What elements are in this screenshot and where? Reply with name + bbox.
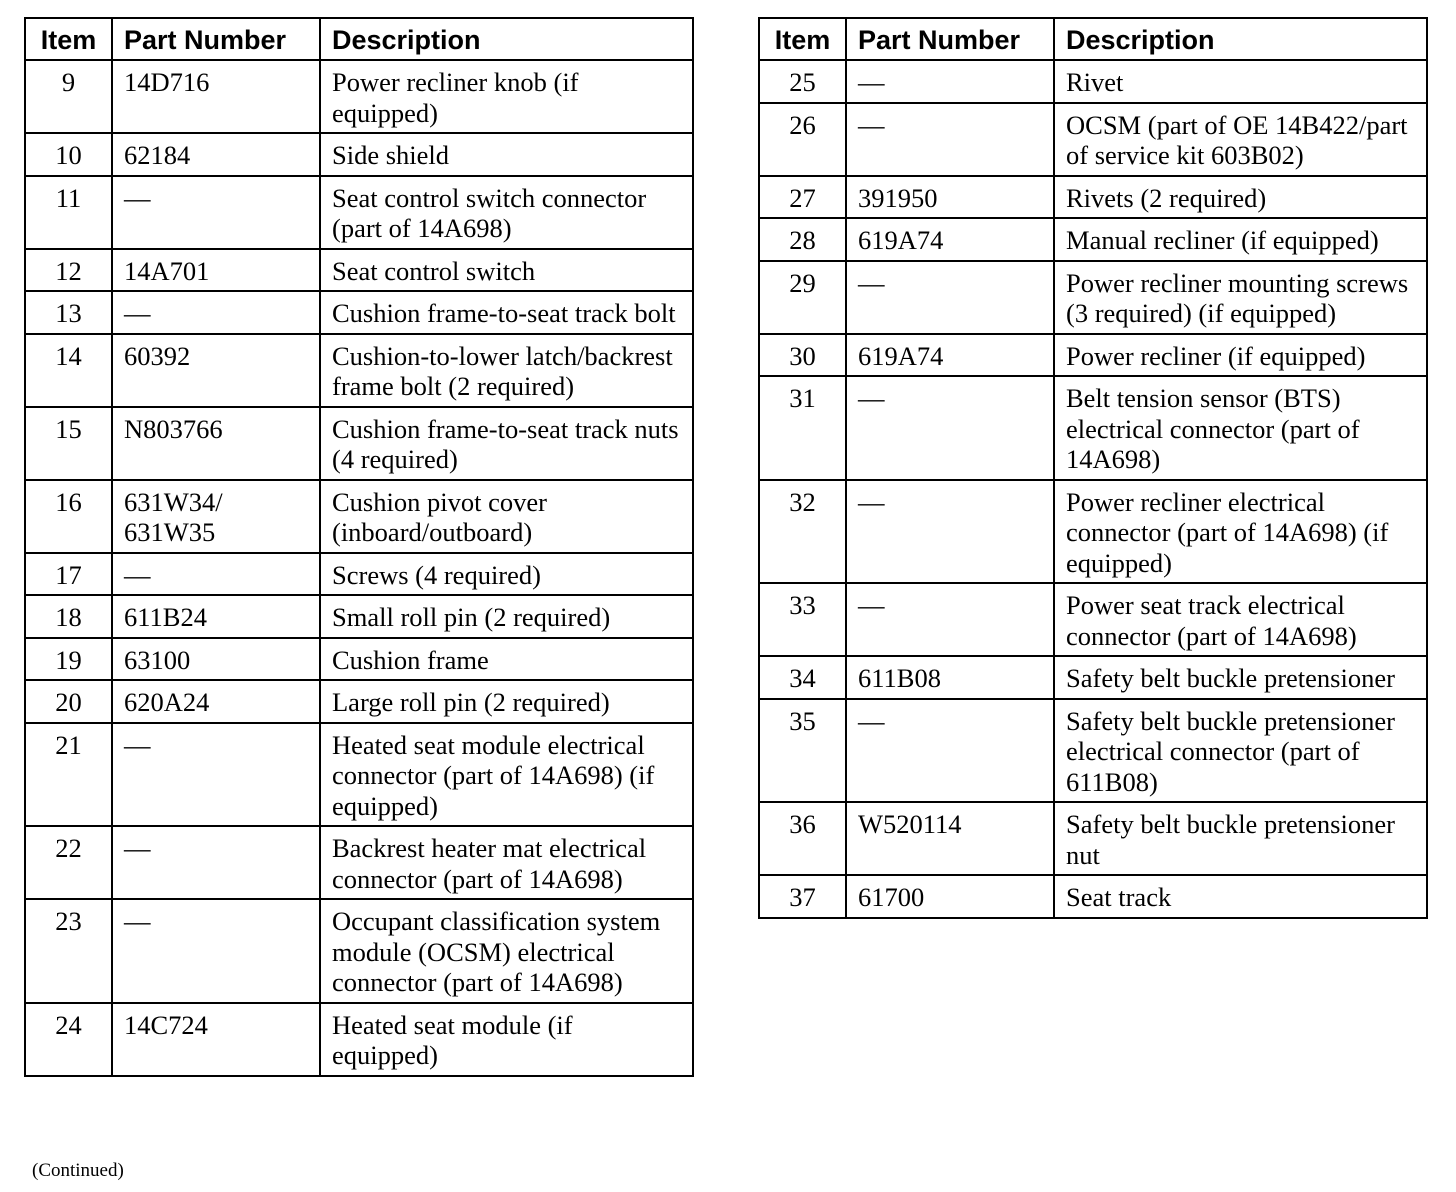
item-cell: 9	[25, 60, 112, 133]
table-row	[25, 334, 693, 407]
part-number-cell: 14A701	[112, 249, 320, 292]
table-row	[759, 875, 1427, 918]
part-number-cell: —	[112, 826, 320, 899]
description-cell: Screws (4 required)	[320, 553, 693, 596]
part-number-cell: 620A24	[112, 680, 320, 723]
description-cell: Manual recliner (if equipped)	[1054, 218, 1427, 261]
part-number-cell: —	[846, 261, 1054, 334]
part-number-cell: 62184	[112, 133, 320, 176]
header-row	[25, 18, 693, 60]
parts-table-right	[758, 17, 1428, 919]
description-cell: Seat track	[1054, 875, 1427, 918]
description-cell: Large roll pin (2 required)	[320, 680, 693, 723]
item-cell: 14	[25, 334, 112, 407]
table-row	[759, 583, 1427, 656]
item-cell: 20	[25, 680, 112, 723]
part-number-cell: 14C724	[112, 1003, 320, 1076]
item-cell: 34	[759, 656, 846, 699]
part-number-cell: —	[846, 480, 1054, 584]
table-row	[759, 103, 1427, 176]
item-cell: 12	[25, 249, 112, 292]
item-cell: 35	[759, 699, 846, 803]
table-row	[759, 218, 1427, 261]
part-number-column-header: Part Number	[846, 18, 1054, 60]
table-row	[25, 1003, 693, 1076]
part-number-cell: —	[846, 699, 1054, 803]
table-row	[25, 176, 693, 249]
description-column-header: Description	[320, 18, 693, 60]
table-row	[759, 802, 1427, 875]
part-number-cell: —	[846, 583, 1054, 656]
table-row	[759, 480, 1427, 584]
table-row	[25, 638, 693, 681]
table-row	[25, 249, 693, 292]
item-cell: 19	[25, 638, 112, 681]
description-cell: Safety belt buckle pretensioner nut	[1054, 802, 1427, 875]
part-number-cell: 14D716	[112, 60, 320, 133]
part-number-cell: —	[846, 376, 1054, 480]
item-column-header: Item	[25, 18, 112, 60]
table-row	[25, 407, 693, 480]
description-cell: Cushion pivot cover (inboard/outboard)	[320, 480, 693, 553]
description-cell: Safety belt buckle pretensioner electrical connector (part of 611B08)	[1054, 699, 1427, 803]
part-number-cell: 391950	[846, 176, 1054, 219]
description-cell: Cushion frame	[320, 638, 693, 681]
description-cell: Belt tension sensor (BTS) electrical connector (part of 14A698)	[1054, 376, 1427, 480]
table-row	[25, 480, 693, 553]
item-cell: 27	[759, 176, 846, 219]
item-cell: 30	[759, 334, 846, 377]
item-cell: 32	[759, 480, 846, 584]
table-row	[25, 553, 693, 596]
item-cell: 28	[759, 218, 846, 261]
description-cell: Power recliner electrical connector (part of 14A698) (if equipped)	[1054, 480, 1427, 584]
part-number-cell: 631W34/ 631W35	[112, 480, 320, 553]
item-cell: 17	[25, 553, 112, 596]
table-row	[25, 133, 693, 176]
table-row	[759, 334, 1427, 377]
part-number-cell: 611B24	[112, 595, 320, 638]
table-row	[759, 656, 1427, 699]
description-cell: Small roll pin (2 required)	[320, 595, 693, 638]
table-row	[25, 899, 693, 1003]
description-cell: Cushion frame-to-seat track bolt	[320, 291, 693, 334]
header-row	[759, 18, 1427, 60]
part-number-cell: —	[112, 899, 320, 1003]
item-cell: 37	[759, 875, 846, 918]
table-row	[25, 723, 693, 827]
part-number-cell: W520114	[846, 802, 1054, 875]
table-row	[759, 60, 1427, 103]
table-row	[759, 376, 1427, 480]
description-cell: Cushion-to-lower latch/backrest frame bolt (2 required)	[320, 334, 693, 407]
item-cell: 33	[759, 583, 846, 656]
part-number-column-header: Part Number	[112, 18, 320, 60]
item-cell: 13	[25, 291, 112, 334]
item-cell: 31	[759, 376, 846, 480]
table-row	[25, 680, 693, 723]
description-cell: Seat control switch	[320, 249, 693, 292]
part-number-cell: —	[112, 176, 320, 249]
item-cell: 29	[759, 261, 846, 334]
item-cell: 26	[759, 103, 846, 176]
item-cell: 25	[759, 60, 846, 103]
item-cell: 23	[25, 899, 112, 1003]
part-number-cell: 619A74	[846, 218, 1054, 261]
description-cell: Seat control switch connector (part of 14A698)	[320, 176, 693, 249]
parts-table-left	[24, 17, 694, 1077]
item-cell: 10	[25, 133, 112, 176]
table-row	[25, 60, 693, 133]
item-cell: 36	[759, 802, 846, 875]
item-cell: 16	[25, 480, 112, 553]
part-number-cell: —	[112, 723, 320, 827]
description-cell: Power seat track electrical connector (part of 14A698)	[1054, 583, 1427, 656]
description-cell: Heated seat module electrical connector (part of 14A698) (if equipped)	[320, 723, 693, 827]
table-row	[759, 261, 1427, 334]
description-cell: Heated seat module (if equipped)	[320, 1003, 693, 1076]
description-cell: Power recliner mounting screws (3 required) (if equipped)	[1054, 261, 1427, 334]
part-number-cell: 619A74	[846, 334, 1054, 377]
item-cell: 15	[25, 407, 112, 480]
description-cell: Cushion frame-to-seat track nuts (4 required)	[320, 407, 693, 480]
description-cell: OCSM (part of OE 14B422/part of service kit 603B02)	[1054, 103, 1427, 176]
item-cell: 11	[25, 176, 112, 249]
description-cell: Power recliner knob (if equipped)	[320, 60, 693, 133]
description-cell: Occupant classification system module (OCSM) electrical connector (part of 14A698)	[320, 899, 693, 1003]
item-cell: 21	[25, 723, 112, 827]
table-row	[25, 595, 693, 638]
continued-note: (Continued)	[32, 1160, 124, 1181]
part-number-cell: N803766	[112, 407, 320, 480]
part-number-cell: 611B08	[846, 656, 1054, 699]
item-column-header: Item	[759, 18, 846, 60]
table-row	[759, 699, 1427, 803]
description-cell: Backrest heater mat electrical connector (part of 14A698)	[320, 826, 693, 899]
part-number-cell: —	[846, 103, 1054, 176]
item-cell: 24	[25, 1003, 112, 1076]
item-cell: 22	[25, 826, 112, 899]
table-row	[25, 826, 693, 899]
part-number-cell: 60392	[112, 334, 320, 407]
part-number-cell: 63100	[112, 638, 320, 681]
item-cell: 18	[25, 595, 112, 638]
description-cell: Rivet	[1054, 60, 1427, 103]
part-number-cell: —	[846, 60, 1054, 103]
description-cell: Side shield	[320, 133, 693, 176]
table-row	[759, 176, 1427, 219]
table-row	[25, 291, 693, 334]
description-cell: Rivets (2 required)	[1054, 176, 1427, 219]
description-cell: Power recliner (if equipped)	[1054, 334, 1427, 377]
part-number-cell: 61700	[846, 875, 1054, 918]
part-number-cell: —	[112, 291, 320, 334]
part-number-cell: —	[112, 553, 320, 596]
description-cell: Safety belt buckle pretensioner	[1054, 656, 1427, 699]
description-column-header: Description	[1054, 18, 1427, 60]
